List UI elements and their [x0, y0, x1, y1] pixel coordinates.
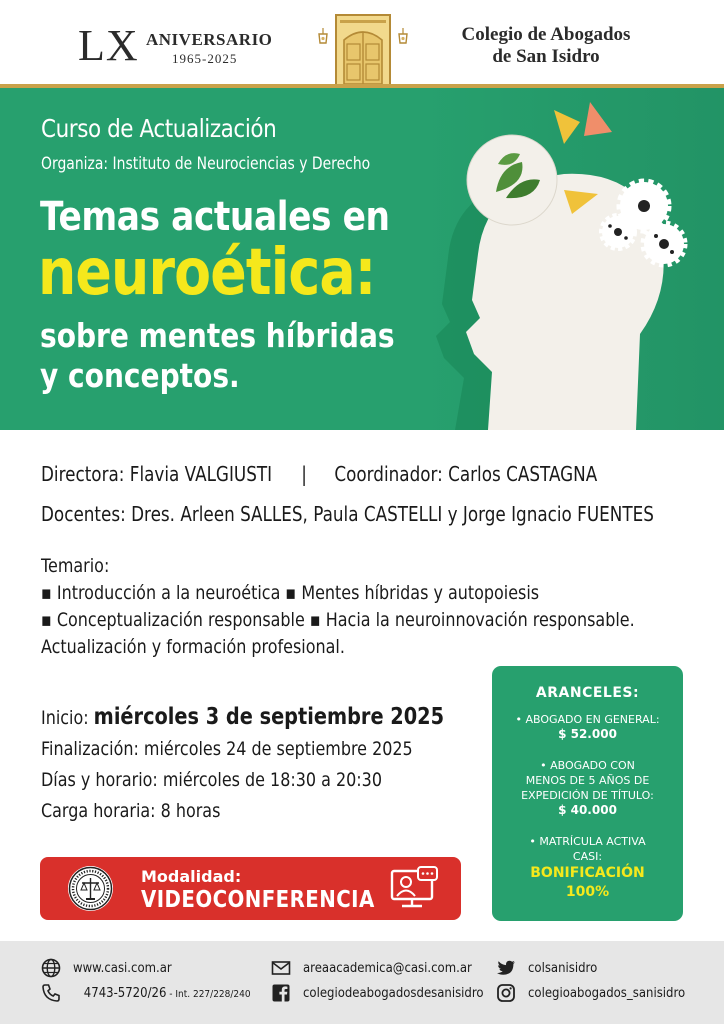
schedule-hours: Días y horario: miércoles de 18:30 a 20:30	[41, 769, 382, 791]
staff-line	[41, 462, 597, 486]
seal-logo-icon	[67, 865, 114, 912]
syllabus	[41, 553, 635, 661]
fee-young-lawyer: • ABOGADO CON MENOS DE 5 AÑOS DE EXPEDICIÓN DE TÍTULO: $ 40.000	[521, 759, 654, 817]
phone-icon	[41, 983, 61, 1003]
head-illustration	[430, 102, 710, 430]
modality-value: VIDEOCONFERENCIA	[141, 887, 375, 913]
globe-icon	[41, 958, 61, 978]
footer-web[interactable]: www.casi.com.ar	[41, 958, 183, 978]
videoconference-icon	[390, 865, 440, 913]
gear-icon	[644, 224, 684, 264]
footer-facebook[interactable]: colegiodeabogadosdesanisidro	[271, 983, 504, 1003]
docentes: Docentes: Dres. Arleen SALLES, Paula CASTELLI y Jorge Ignacio FUENTES	[41, 502, 654, 526]
footer-phone[interactable]: 4743-5720/26 - Int. 227/228/240	[41, 983, 270, 1003]
hero-banner	[0, 88, 724, 430]
anniversary-label: ANIVERSARIO	[146, 30, 273, 49]
lantern-icon	[319, 28, 327, 43]
title-line-4: y conceptos.	[40, 356, 240, 395]
page-header	[0, 0, 724, 88]
page-footer	[0, 941, 724, 1024]
footer-twitter[interactable]: colsanisidro	[496, 958, 605, 978]
fees-title: ARANCELES:	[535, 685, 640, 701]
directora: Directora: Flavia VALGIUSTI	[41, 462, 273, 486]
organizer: Organiza: Instituto de Neurociencias y Derecho	[41, 154, 371, 174]
start-date: Inicio: miércoles 3 de septiembre 2025	[41, 704, 445, 730]
fee-general: • ABOGADO EN GENERAL: $ 52.000	[515, 713, 660, 741]
title-line-1: Temas actuales en	[40, 194, 390, 240]
anniversary-years: 1965-2025	[172, 51, 238, 66]
footer-email[interactable]: areaacademica@casi.com.ar	[271, 958, 491, 978]
lantern-icon	[399, 28, 407, 43]
institution-name: Colegio de Abogados de San Isidro	[461, 24, 631, 67]
end-date: Finalización: miércoles 24 de septiembre 2025	[41, 738, 413, 760]
course-type: Curso de Actualización	[41, 114, 277, 143]
facebook-icon	[271, 983, 291, 1003]
fee-active-member: • MATRÍCULA ACTIVA CASI: BONIFICACIÓN 100%	[529, 835, 646, 900]
title-highlight: neuroética:	[38, 236, 376, 310]
schedule	[41, 702, 444, 827]
door-logo-icon	[316, 14, 410, 86]
separator: |	[301, 462, 307, 486]
syllabus-line: Actualización y formación profesional.	[41, 636, 345, 658]
syllabus-line: ▪ Conceptualización responsable ▪ Hacia la neuroinnovación responsable.	[41, 609, 635, 631]
mail-icon	[271, 958, 291, 978]
coordinador: Coordinador: Carlos CASTAGNA	[334, 462, 598, 486]
fees-box	[492, 666, 683, 921]
footer-instagram[interactable]: colegioabogados_sanisidro	[496, 983, 703, 1003]
gear-icon	[602, 216, 634, 248]
anniversary-numeral: LX	[78, 21, 139, 70]
modality-label: Modalidad:	[141, 867, 242, 886]
syllabus-heading: Temario:	[41, 555, 110, 577]
title-line-3: sobre mentes híbridas	[40, 316, 395, 355]
total-hours: Carga horaria: 8 horas	[41, 800, 221, 822]
modality-banner	[40, 857, 461, 920]
twitter-icon	[496, 958, 516, 978]
syllabus-line: ▪ Introducción a la neuroética ▪ Mentes híbridas y autopoiesis	[41, 582, 540, 604]
instagram-icon	[496, 983, 516, 1003]
